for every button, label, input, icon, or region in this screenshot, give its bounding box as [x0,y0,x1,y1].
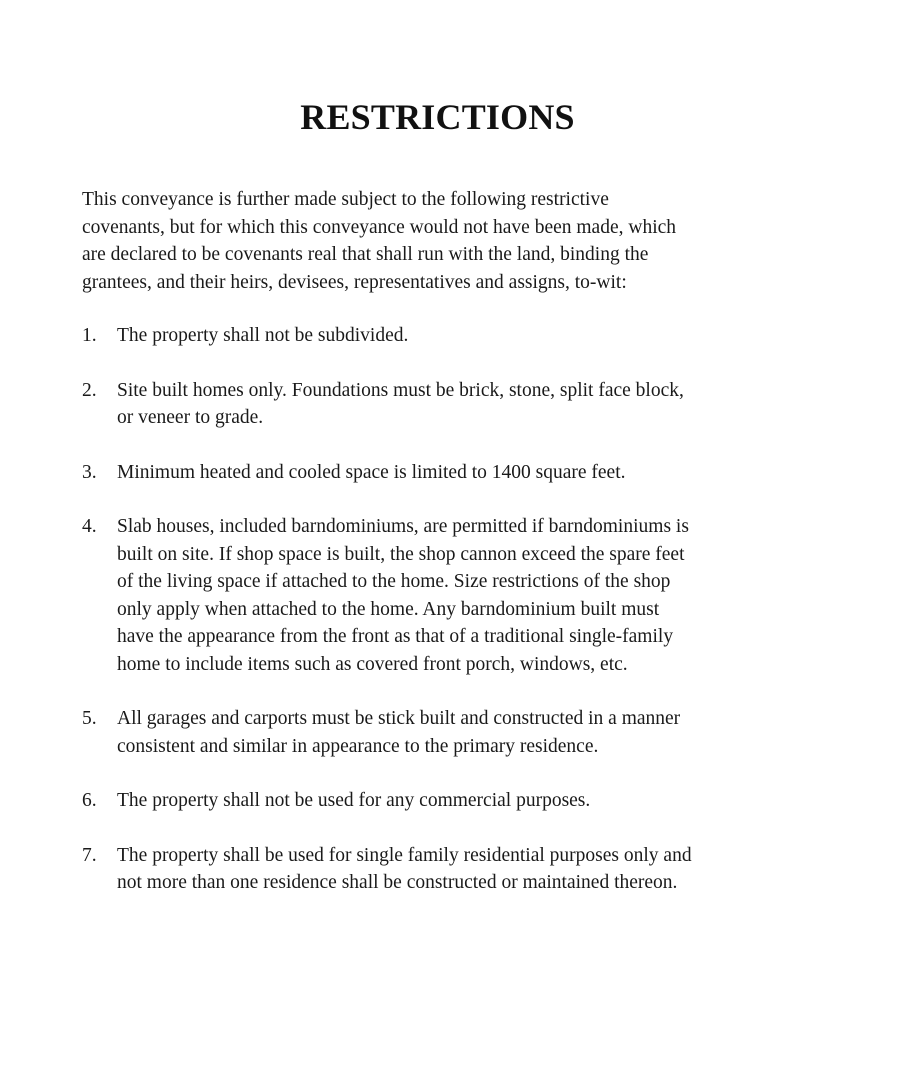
item-number: 6. [82,790,97,811]
intro-line: are declared to be covenants real that shall run with the land, binding the [82,244,649,265]
item-line: not more than one residence shall be constructed or maintained thereon. [117,872,678,893]
item-line: The property shall be used for single family residential purposes only and [117,844,692,866]
item-line: home to include items such as covered front porch, windows, etc. [117,653,628,675]
item-line: The property shall not be subdivided. [117,325,409,346]
item-line: or veneer to grade. [117,407,264,428]
item-line: built on site. If shop space is built, the shop cannon exceed the spare feet [117,543,685,565]
restrictions-list [82,322,802,924]
document-title: RESTRICTIONS [300,97,575,137]
item-line: The property shall not be used for any commercial purposes. [117,790,591,811]
restriction-item-7 [82,842,802,897]
item-text [117,459,802,487]
restriction-item-1 [82,322,802,350]
item-line: consistent and similar in appearance to the primary residence. [117,735,599,757]
item-number: 7. [82,844,97,866]
item-line: Slab houses, included barndominiums, are permitted if barndominiums is [117,516,689,537]
item-number: 3. [82,461,97,483]
item-line: have the appearance from the front as that of a traditional single-family [117,626,674,647]
intro-paragraph [82,186,787,296]
item-line: only apply when attached to the home. Any barndominium built must [117,598,660,620]
restriction-item-3 [82,459,802,487]
item-line: Minimum heated and cooled space is limited to 1400 square feet. [117,461,626,483]
item-number: 2. [82,379,97,401]
item-text [117,513,802,678]
intro-line: This conveyance is further made subject to the following restrictive [82,189,609,210]
item-number: 5. [82,708,97,729]
item-line: Site built homes only. Foundations must be brick, stone, split face block, [117,379,684,401]
item-text [117,322,802,350]
item-line: of the living space if attached to the home. Size restrictions of the shop [117,571,671,592]
item-text [117,842,802,897]
restriction-item-4 [82,513,802,678]
item-text [117,377,802,432]
intro-line: grantees, and their heirs, devisees, representatives and assigns, to-wit: [82,271,627,293]
intro-line: covenants, but for which this conveyance would not have been made, which [82,216,677,238]
item-number: 4. [82,516,97,537]
restriction-item-6 [82,787,802,815]
restriction-item-2 [82,377,802,432]
item-text [117,787,802,815]
item-number: 1. [82,325,97,346]
item-line: All garages and carports must be stick built and constructed in a manner [117,708,681,729]
restriction-item-5 [82,705,802,760]
item-text [117,705,802,760]
